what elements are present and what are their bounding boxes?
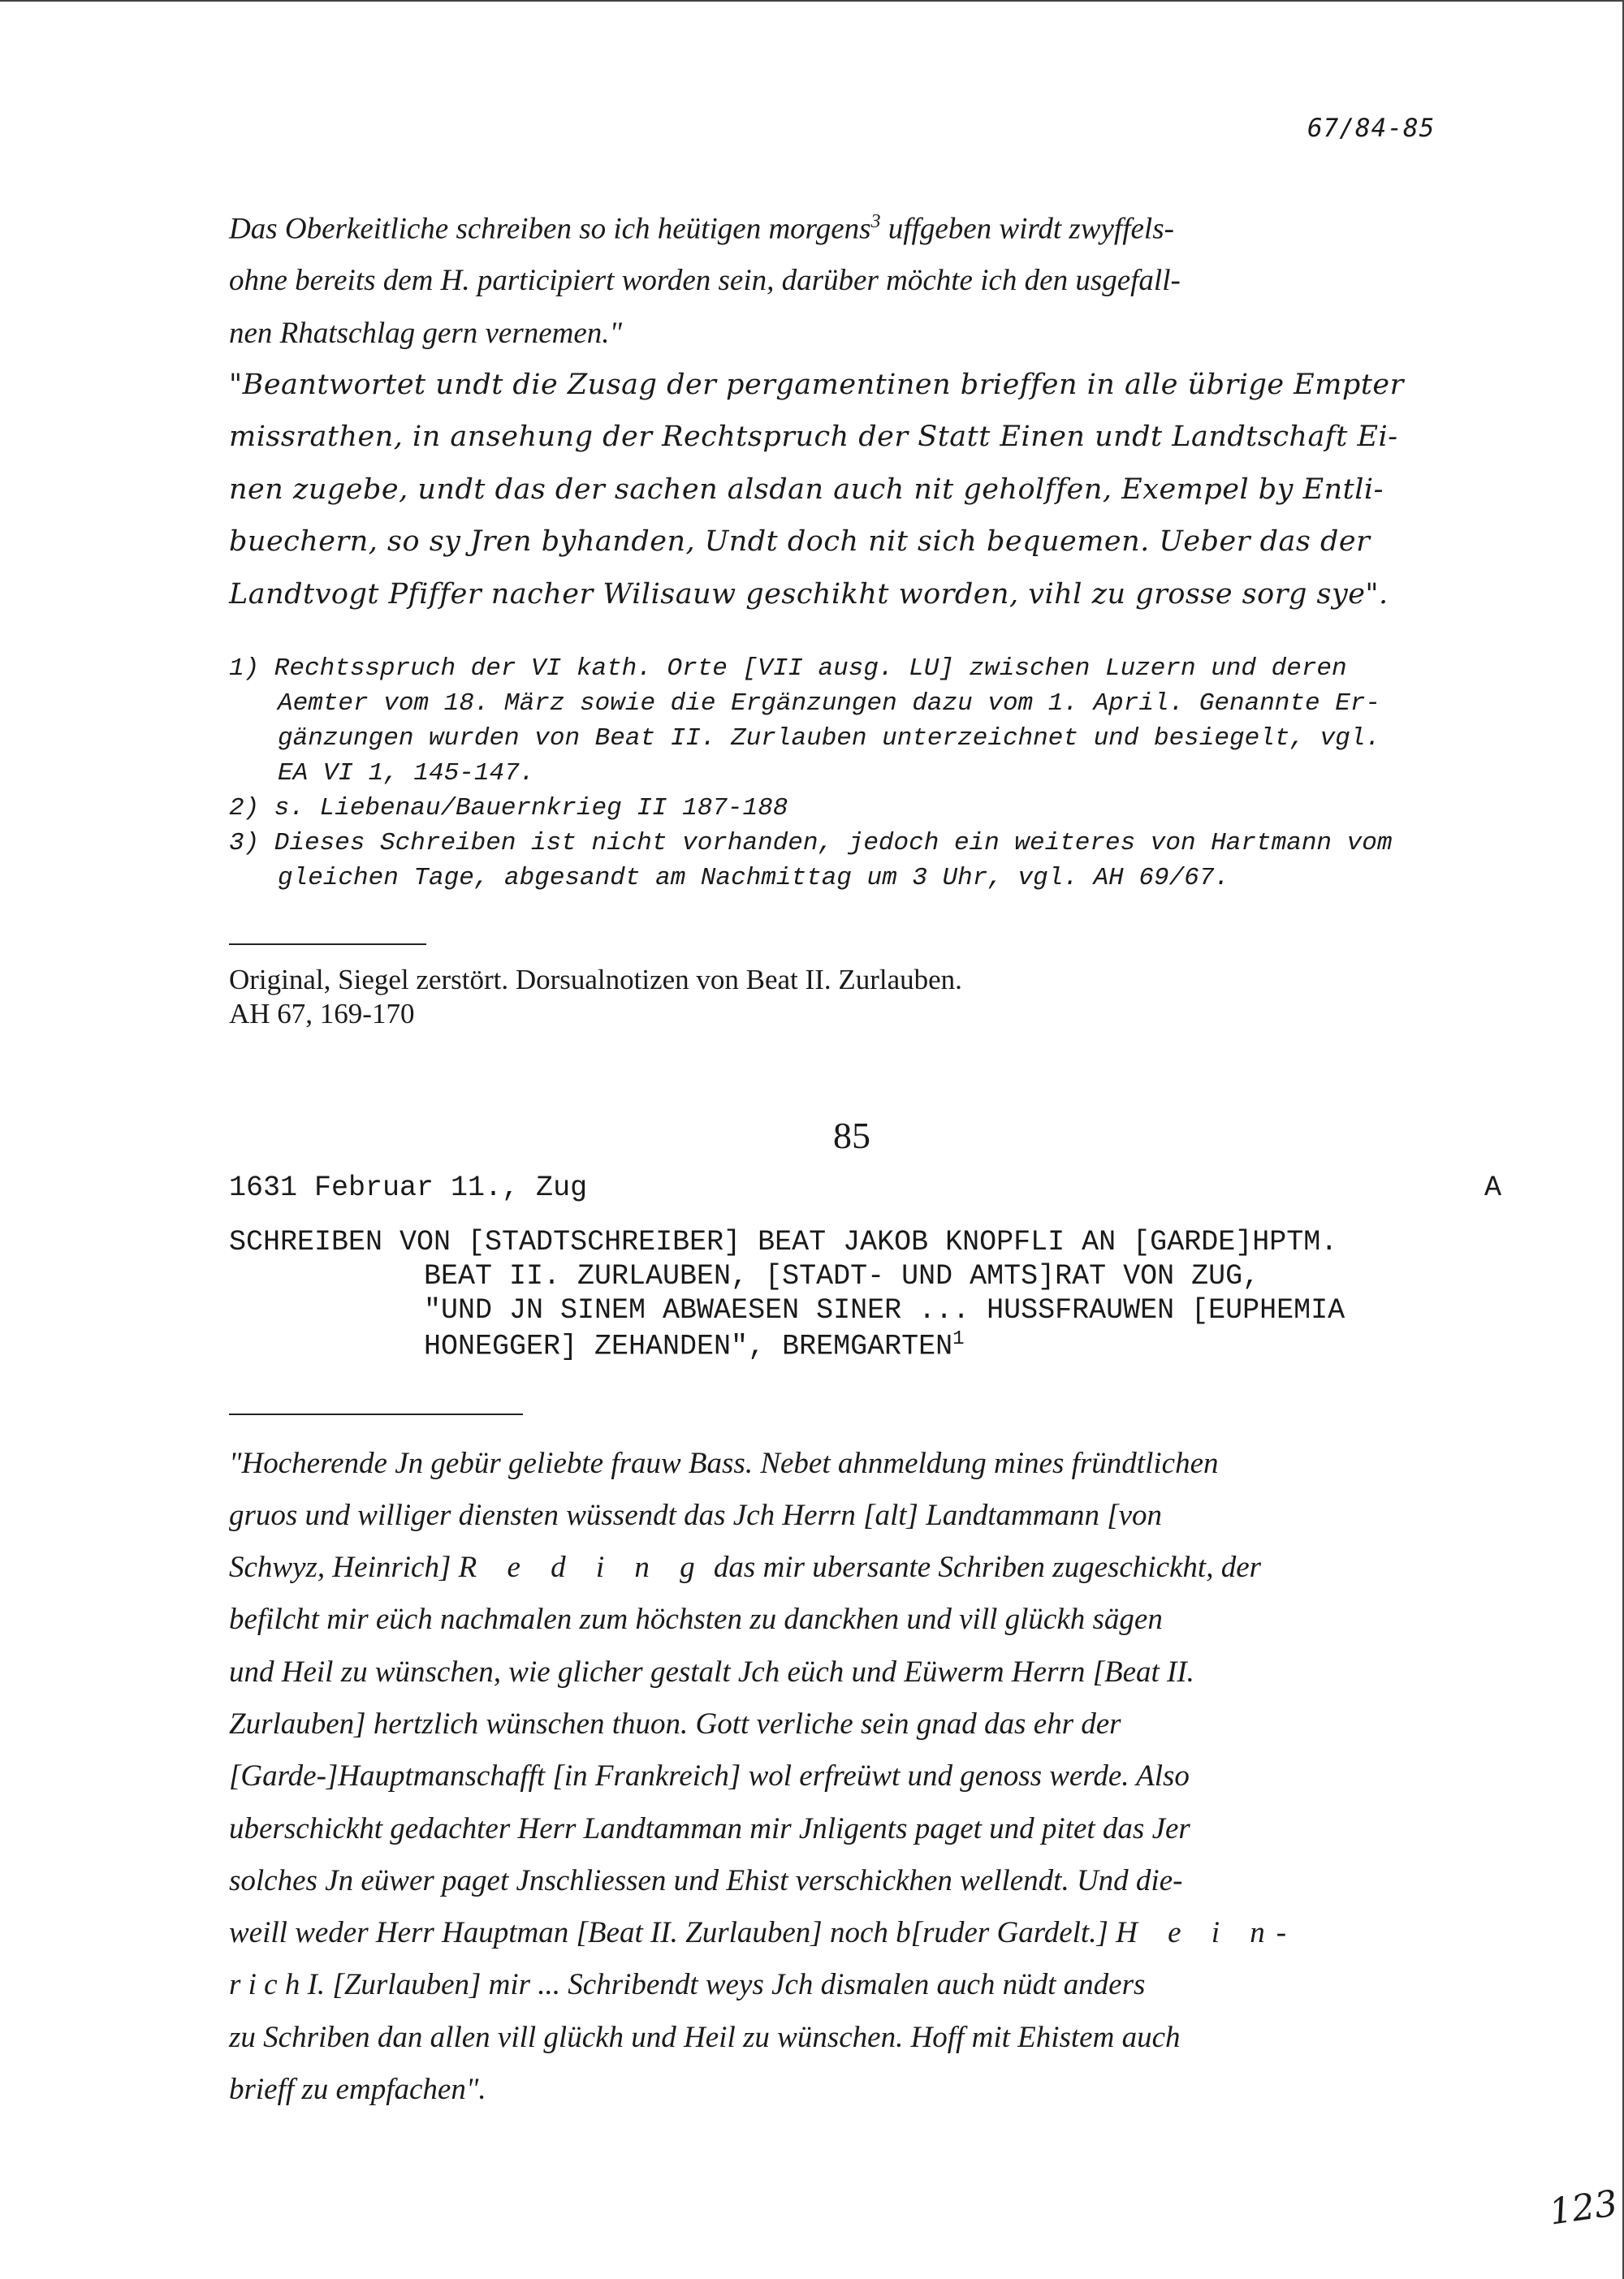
footnote-1: EA VI 1, 145-147.	[278, 759, 535, 788]
date-place: 1631 Februar 11., Zug	[229, 1172, 588, 1204]
letter-line: gruos und williger diensten wüssendt das Jch Herrn [alt] Landtammann [von	[229, 1499, 1163, 1532]
title-text: HONEGGER] ZEHANDEN", BREMGARTEN	[424, 1330, 953, 1363]
footnote-1: gänzungen wurden von Beat II. Zurlauben unterzeichnet und besiegelt, vgl.	[278, 724, 1381, 753]
letter-line: "Hocherende Jn gebür geliebte frauw Bass. Nebet ahnmeldung mines fründtlichen	[229, 1447, 1219, 1480]
page-reference: 67/84-85	[1307, 114, 1436, 143]
footnote-3: gleichen Tage, abgesandt am Nachmittag um 3 Uhr, vgl. AH 69/67.	[278, 864, 1229, 892]
footnote-ref: 1	[952, 1328, 965, 1350]
source-line: Original, Siegel zerstört. Dorsualnotizen von Beat II. Zurlauben.	[229, 964, 962, 995]
quote-line	[229, 211, 1174, 246]
title-line: SCHREIBEN VON [STADTSCHREIBER] BEAT JAKOB KNOPFLI AN [GARDE]HPTM.	[229, 1226, 1338, 1258]
quote-line: ohne bereits dem H. participiert worden sein, darüber möchte ich den usgefall-	[229, 264, 1181, 297]
quote-text: Das Oberkeitliche schreiben so ich heütigen morgens	[229, 212, 871, 246]
letter-line	[229, 1915, 1298, 1950]
letter-line: und Heil zu wünschen, wie glicher gestalt Jch eüch und Eüwerm Herrn [Beat II.	[229, 1655, 1194, 1689]
spaced-name: H e i n-	[1116, 1916, 1298, 1949]
letter-text: Schwyz, Heinrich]	[229, 1551, 451, 1584]
letter-line: [Garde-]Hauptmanschafft [in Frankreich] wol erfreüwt und genoss werde. Also	[229, 1759, 1190, 1793]
letter-line: r i c h I. [Zurlauben] mir ... Schribendt weys Jch dismalen auch nüdt anders	[229, 1968, 1146, 2001]
hand-quote-line: missrathen, in ansehung der Rechtspruch der Statt Einen undt Landtschaft Ei-	[229, 421, 1398, 453]
hand-quote-line: Landtvogt Pfiffer nacher Wilisauw geschikht worden, vihl zu grosse sorg sye".	[229, 578, 1389, 611]
letter-text: das mir ubersante Schriben zugeschickht, der	[713, 1551, 1262, 1584]
footnote-3: 3) Dieses Schreiben ist nicht vorhanden, jedoch ein weiteres von Hartmann vom	[229, 829, 1393, 857]
footnote-2: 2) s. Liebenau/Bauernkrieg II 187-188	[229, 794, 788, 822]
letter-text: weill weder Herr Hauptman [Beat II. Zurlauben] noch b[ruder Gardelt.]	[229, 1916, 1108, 1949]
spaced-name: R e d i n g	[458, 1551, 706, 1584]
divider	[229, 943, 426, 945]
divider	[229, 1414, 523, 1415]
letter-line	[229, 1550, 1261, 1585]
hand-quote-line: buechern, so sy Jren byhanden, Undt doch nit sich bequemen. Ueber das der	[229, 525, 1371, 558]
quote-text: uffgeben wirdt zwyffels-	[888, 212, 1174, 246]
title-line	[424, 1328, 965, 1363]
letter-line: zu Schriben dan allen vill glückh und Heil zu wünschen. Hoff mit Ehistem auch	[229, 2021, 1181, 2054]
source-line: AH 67, 169-170	[229, 998, 415, 1029]
quote-line: nen Rhatschlag gern vernemen."	[229, 317, 623, 350]
letter-line: brieff zu empfachen".	[229, 2073, 486, 2106]
title-line: BEAT II. ZURLAUBEN, [STADT- UND AMTS]RAT VON ZUG,	[424, 1260, 1260, 1293]
letter-line: solches Jn eüwer paget Jnschliessen und Ehist verschickhen wellendt. Und die-	[229, 1864, 1183, 1897]
handwritten-page-number: 123	[1546, 2182, 1621, 2234]
hand-quote-line: nen zugebe, undt das der sachen alsdan auch nit geholffen, Exempel by Entli-	[229, 473, 1384, 506]
type-code: A	[1484, 1172, 1502, 1204]
title-line: "UND JN SINEM ABWAESEN SINER ... HUSSFRAUWEN [EUPHEMIA	[424, 1294, 1345, 1327]
letter-line: uberschickht gedachter Herr Landtamman mir Jnligents paget und pitet das Jer	[229, 1812, 1190, 1845]
footnote-ref: 3	[870, 211, 881, 232]
letter-line: Zurlauben] hertzlich wünschen thuon. Gott verliche sein gnad das ehr der	[229, 1707, 1121, 1741]
footnote-1: 1) Rechtsspruch der VI kath. Orte [VII ausg. LU] zwischen Luzern und deren	[229, 654, 1347, 683]
hand-quote-line: "Beantwortet undt die Zusag der pergamentinen brieffen in alle übrige Empter	[229, 369, 1404, 401]
footnote-1: Aemter vom 18. März sowie die Ergänzungen dazu vom 1. April. Genannte Er-	[278, 689, 1381, 718]
document-number: 85	[833, 1115, 870, 1156]
letter-line: befilcht mir eüch nachmalen zum höchsten zu danckhen und vill glückh sägen	[229, 1603, 1163, 1636]
